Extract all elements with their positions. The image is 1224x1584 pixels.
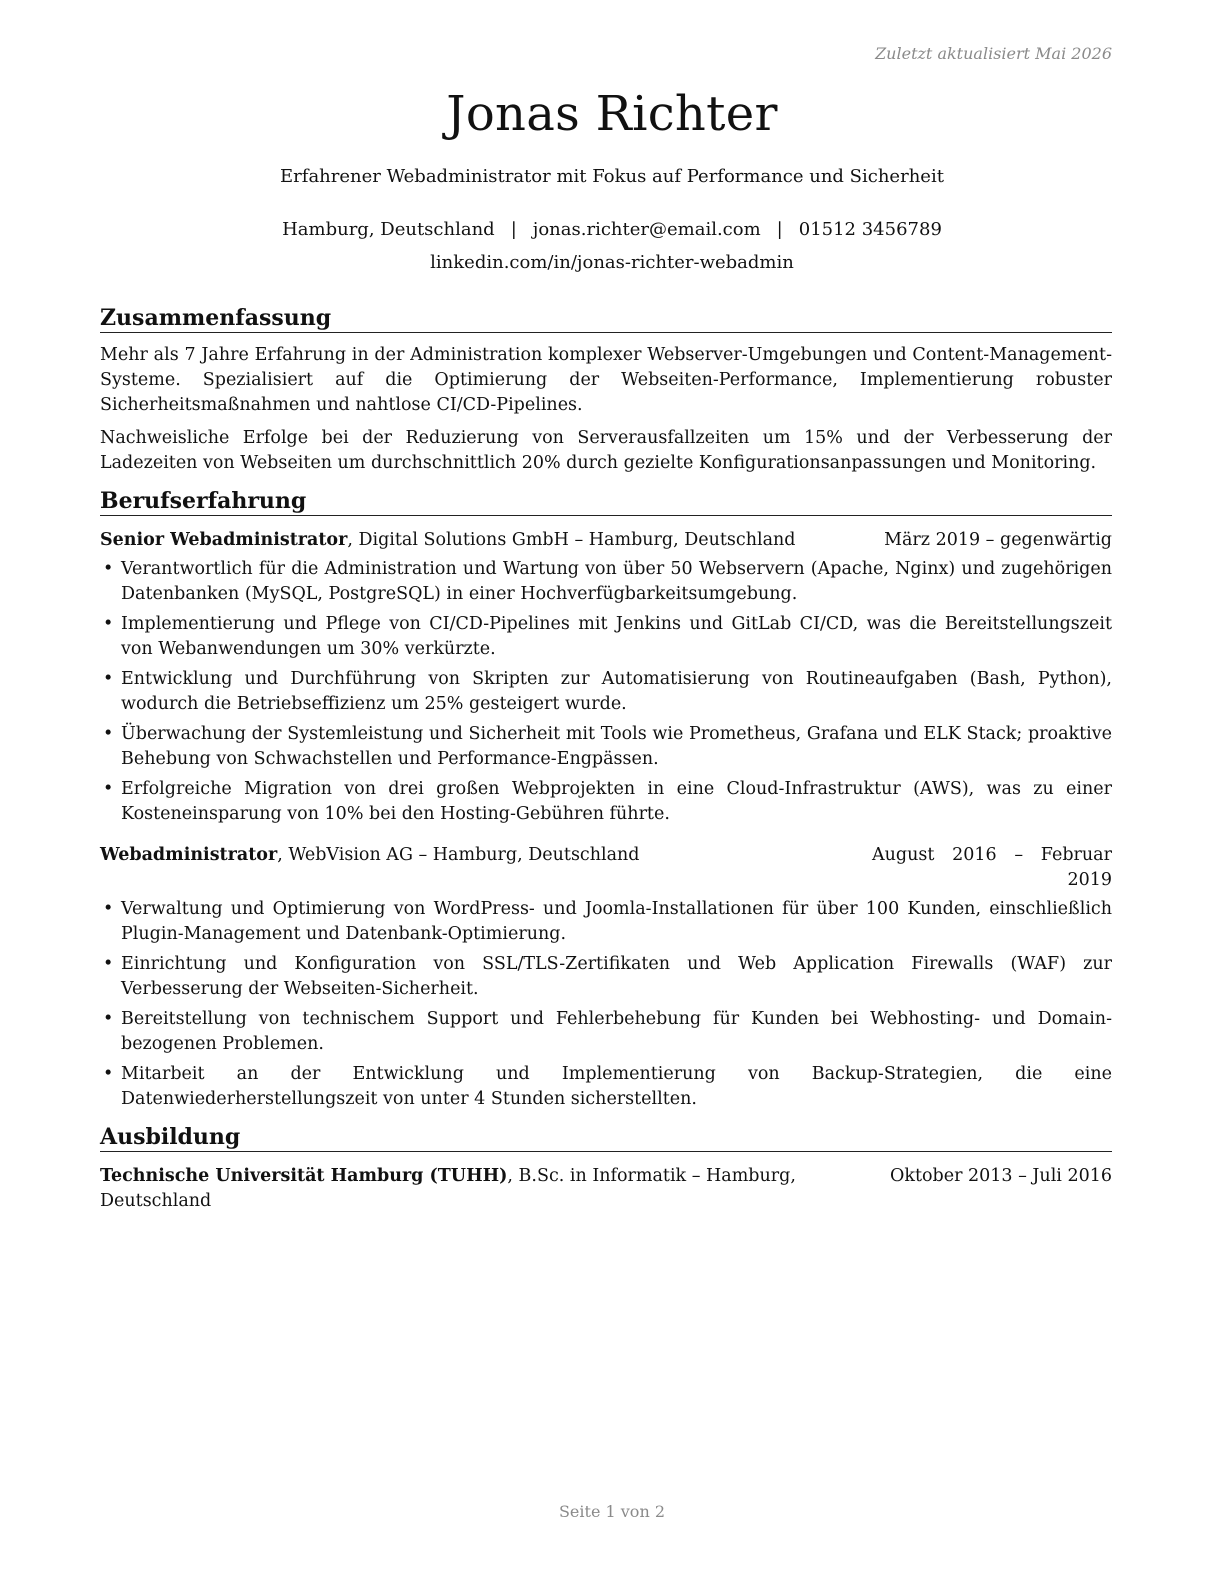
contact-line (0, 219, 1224, 240)
bullet-text: Verantwortlich für die Administration und Wartung von über 50 Webservern (Apache, Nginx) und zugehörigen Datenbanken (MySQL, PostgreSQL) in einer Hochverfügbarkeitsumgebung. (121, 559, 1112, 604)
bullet-text: Überwachung der Systemleistung und Sicherheit mit Tools wie Prometheus, Grafana und ELK Stack; proaktive Behebung von Schwachstellen und Performance-Engpässen. (121, 724, 1112, 769)
contact-location: Hamburg, Deutschland (282, 219, 495, 240)
list-item (100, 777, 1112, 827)
bullet-icon: • (103, 1009, 114, 1029)
education-title-line (100, 1164, 890, 1214)
education-details: , B.Sc. in Informatik – Hamburg, Deutschland (100, 1166, 796, 1211)
job-dates: März 2019 – gegenwärtig (884, 530, 1112, 550)
bullet-text: Einrichtung und Konfiguration von SSL/TLS-Zertifikaten und Web Application Firewalls (WAF) zur Verbesserung der Webseiten-Sicherheit. (121, 954, 1112, 999)
section-title-experience: Berufserfahrung (100, 488, 1112, 516)
education-school: Technische Universität Hamburg (TUHH) (100, 1166, 508, 1186)
job-company: , WebVision AG – Hamburg, Deutschland (277, 845, 640, 865)
resume-body (100, 305, 1112, 1214)
list-item (100, 897, 1112, 947)
job-header (100, 843, 1112, 893)
list-item (100, 667, 1112, 717)
bullet-icon: • (103, 899, 114, 919)
job-role: Webadministrator (100, 845, 278, 865)
list-item (100, 612, 1112, 662)
bullet-icon: • (103, 669, 114, 689)
job-title-line (100, 843, 640, 868)
candidate-name: Jonas Richter (446, 86, 778, 142)
job-header (100, 528, 1112, 553)
bullet-icon: • (103, 724, 114, 744)
bullet-text: Mitarbeit an der Entwicklung und Implementierung von Backup-Strategien, die eine Datenwiederherstellungszeit von unter 4 Stunden sicherstellten. (121, 1064, 1112, 1109)
candidate-tagline: Erfahrener Webadministrator mit Fokus auf Performance und Sicherheit (280, 166, 944, 187)
contact-separator: | (510, 219, 517, 240)
contact-separator: | (776, 219, 783, 240)
bullet-icon: • (103, 1064, 114, 1084)
list-item (100, 557, 1112, 607)
summary-paragraph: Nachweisliche Erfolge bei der Reduzierung von Serverausfallzeiten um 15% und der Verbesserung der Ladezeiten von Webseiten um durchschnittlich 20% durch gezielte Konfigurationsanpassungen und Monitoring. (100, 428, 1112, 473)
bullet-icon: • (103, 559, 114, 579)
job-role: Senior Webadministrator (100, 530, 348, 550)
contact-email[interactable]: jonas.richter@email.com (532, 219, 761, 240)
last-updated-note: Zuletzt aktualisiert Mai 2026 (875, 44, 1112, 63)
list-item (100, 952, 1112, 1002)
list-item (100, 722, 1112, 772)
education-entry (100, 1164, 1112, 1214)
bullet-icon: • (103, 614, 114, 634)
job-company: , Digital Solutions GmbH – Hamburg, Deutschland (347, 530, 796, 550)
job-bullet-list (100, 557, 1112, 827)
bullet-text: Bereitstellung von technischem Support und Fehlerbehebung für Kunden bei Webhosting- und Domain-bezogenen Problemen. (121, 1009, 1112, 1054)
bullet-text: Verwaltung und Optimierung von WordPress- und Joomla-Installationen für über 100 Kunden, einschließlich Plugin-Management und Datenbank-Optimierung. (121, 899, 1112, 944)
bullet-text: Implementierung und Pflege von CI/CD-Pipelines mit Jenkins und GitLab CI/CD, was die Bereitstellungszeit von Webanwendungen um 30% verkürzte. (121, 614, 1112, 659)
bullet-text: Erfolgreiche Migration von drei großen Webprojekten in eine Cloud-Infrastruktur (AWS), was zu einer Kosteneinsparung von 10% bei den Hosting-Gebühren führte. (121, 779, 1112, 824)
section-title-summary: Zusammenfassung (100, 305, 1112, 333)
bullet-icon: • (103, 954, 114, 974)
contact-phone: 01512 3456789 (798, 219, 942, 240)
job-bullet-list (100, 897, 1112, 1112)
list-item (100, 1007, 1112, 1057)
page-number: Seite 1 von 2 (558, 1502, 666, 1521)
job-title-line (100, 528, 795, 553)
section-title-education: Ausbildung (100, 1124, 1112, 1152)
linkedin-link[interactable]: linkedin.com/in/jonas-richter-webadmin (430, 252, 794, 273)
education-dates: Oktober 2013 – Juli 2016 (890, 1166, 1112, 1186)
list-item (100, 1062, 1112, 1112)
bullet-text: Entwicklung und Durchführung von Skripten zur Automatisierung von Routineaufgaben (Bash, Python), wodurch die Betriebseffizienz um 25% gesteigert wurde. (121, 669, 1112, 714)
bullet-icon: • (103, 779, 114, 799)
job-dates: August 2016 – Februar 2019 (872, 845, 1112, 890)
summary-paragraph: Mehr als 7 Jahre Erfahrung in der Administration komplexer Webserver-Umgebungen und Content-Management-Systeme. Spezialisiert auf die Optimierung der Webseiten-Performance, Implementierung robuster Sicherheitsmaßnahmen und nahtlose CI/CD-Pipelines. (100, 345, 1112, 415)
